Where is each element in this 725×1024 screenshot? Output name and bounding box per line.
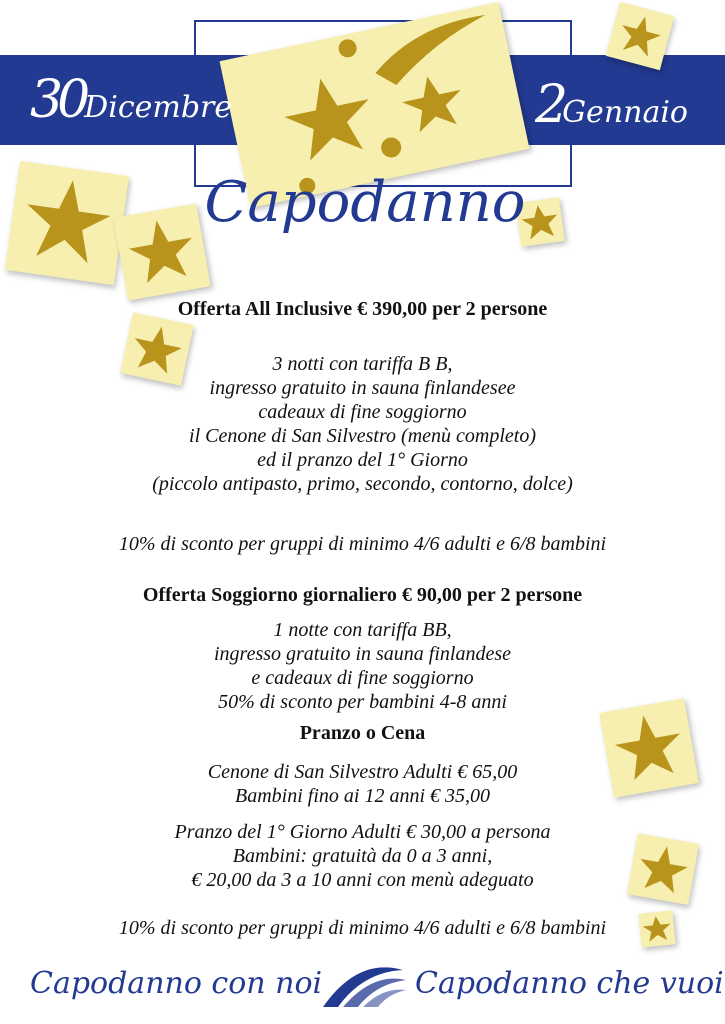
detail-line: e cadeaux di fine soggiorno <box>251 667 474 689</box>
cenone-details <box>0 760 725 808</box>
offer-all-inclusive-details <box>0 352 725 496</box>
page-title: Capodanno <box>204 170 526 235</box>
detail-line: (piccolo antipasto, primo, secondo, contorno, dolce) <box>152 473 573 495</box>
star-icon <box>20 175 114 266</box>
offer-all-inclusive-heading: Offerta All Inclusive € 390,00 per 2 persone <box>177 298 548 320</box>
dot-icon <box>379 136 403 160</box>
detail-line: ingresso gratuito in sauna finlandesee <box>209 377 516 399</box>
lunch-dinner-discount: 10% di sconto per gruppi di minimo 4/6 adulti e 6/8 bambini <box>118 917 607 939</box>
offer-daily-details <box>0 618 725 714</box>
date-start-day: 30 <box>30 70 85 130</box>
star-icon <box>398 70 468 134</box>
lunch-dinner-heading: Pranzo o Cena <box>299 722 426 744</box>
detail-line: 1 notte con tariffa BB, <box>273 619 452 641</box>
detail-line: Pranzo del 1° Giorno Adulti € 30,00 a persona <box>174 821 551 843</box>
detail-line: € 20,00 da 3 a 10 anni con menù adeguato <box>191 869 534 891</box>
pranzo-details <box>0 820 725 892</box>
detail-line: cadeaux di fine soggiorno <box>258 401 467 423</box>
date-start-month: Dicembre <box>84 90 233 125</box>
offer-daily-heading: Offerta Soggiorno giornaliero € 90,00 per 2 persone <box>142 584 583 606</box>
detail-line: 50% di sconto per bambini 4-8 anni <box>218 691 507 713</box>
detail-line: Cenone di San Silvestro Adulti € 65,00 <box>207 761 518 783</box>
detail-line: Bambini fino ai 12 anni € 35,00 <box>235 785 490 807</box>
date-end <box>535 75 688 135</box>
offer-all-inclusive-discount: 10% di sconto per gruppi di minimo 4/6 adulti e 6/8 bambini <box>118 533 607 555</box>
detail-line: ed il pranzo del 1° Giorno <box>257 449 468 471</box>
footer-left: Capodanno con noi <box>30 966 323 1001</box>
date-end-day: 2 <box>535 75 563 135</box>
detail-line: il Cenone di San Silvestro (menù completo) <box>189 425 536 447</box>
detail-line: ingresso gratuito in sauna finlandese <box>213 643 512 665</box>
wave-logo-icon <box>318 962 408 1012</box>
star-icon <box>125 215 198 285</box>
detail-line: Bambini: gratuità da 0 a 3 anni, <box>232 845 493 867</box>
detail-line: 3 notti con tariffa B B, <box>272 353 453 375</box>
star-tile-art <box>5 161 129 285</box>
date-end-month: Gennaio <box>562 95 688 130</box>
comet-icon <box>368 14 496 88</box>
footer-right: Capodanno che vuoi <box>415 966 724 1001</box>
star-icon <box>616 12 664 59</box>
date-start <box>30 70 232 130</box>
dot-icon <box>337 38 358 59</box>
star-tile <box>5 161 129 285</box>
star-icon <box>278 70 378 164</box>
